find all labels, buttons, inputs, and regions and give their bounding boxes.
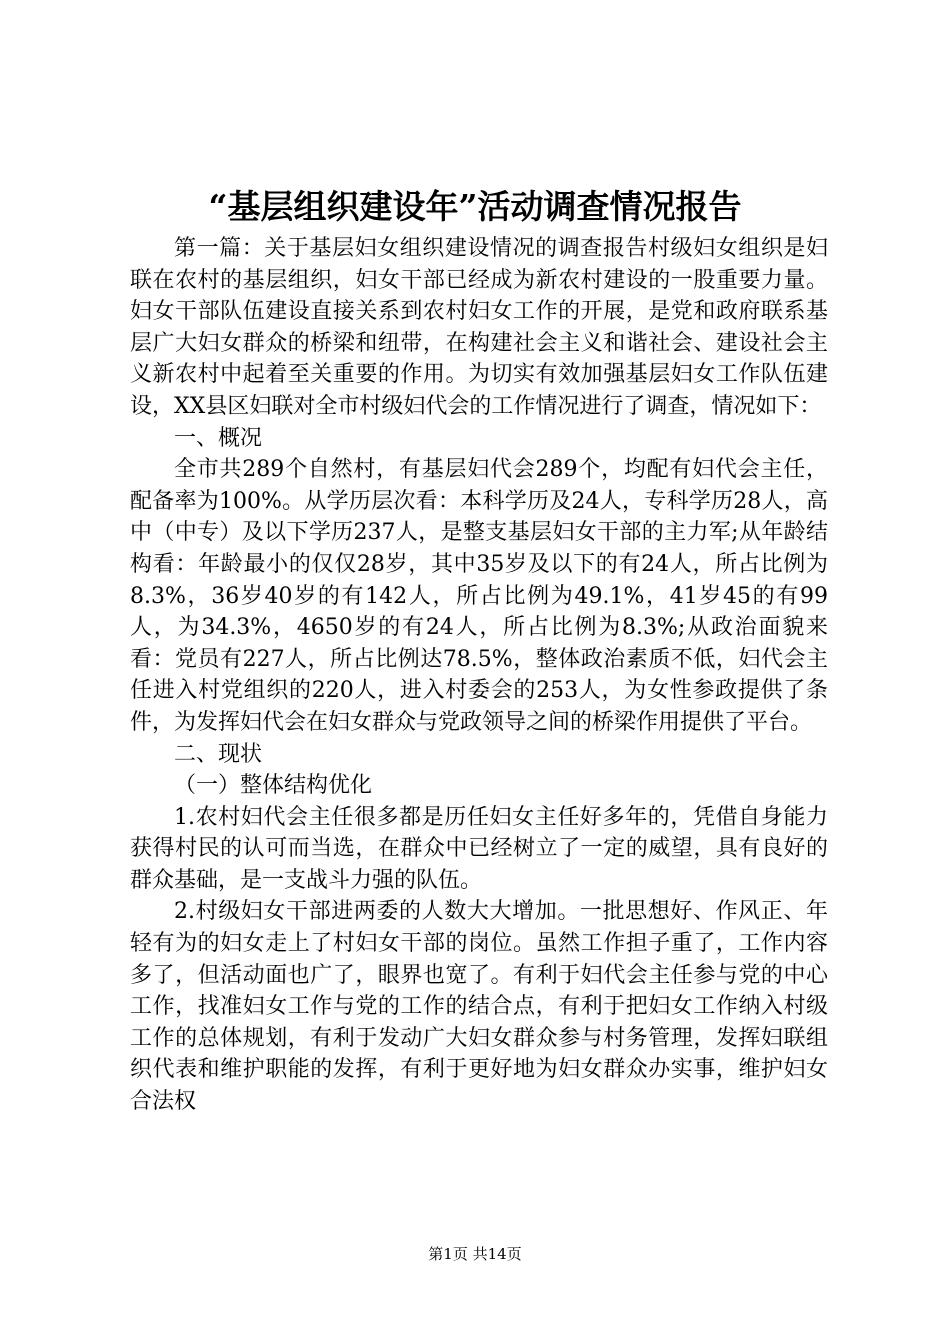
subsection-heading-structure: （一）整体结构优化 xyxy=(174,773,373,799)
document-title: “基层组织建设年”活动调查情况报告 xyxy=(208,187,742,226)
document-body xyxy=(130,233,828,1118)
section-heading-status: 二、现状 xyxy=(174,741,263,767)
paragraph-overview: 全市共289个自然村，有基层妇代会289个，均配有妇代会主任，配备率为100%。从学历层次看：本科学历及24人，专科学历28人，高中（中专）及以下学历237人，是整支基层妇女干部的主力军;从年龄结构看：年龄最小的仅仅28岁，其中35岁及以下的有24人，所占比例为8.3%，36岁40岁的有142人，所占比例为49.1%，41岁45的有99人，为34.3%，4650岁的有24人，所占比例为8.3%;从政治面貌来看：党员有227人，所占比例达78.5%，整体政治素质不低，妇代会主任进入村党组织的220人，进入村委会的253人，为女性参政提供了条件，为发挥妇代会在妇女群众与党政领导之间的桥梁作用提供了平台。 xyxy=(130,457,828,735)
section-heading-overview: 一、概况 xyxy=(174,425,263,451)
paragraph-point-1: 1.农村妇代会主任很多都是历任妇女主任好多年的，凭借自身能力获得村民的认可而当选，在群众中已经树立了一定的威望，具有良好的群众基础，是一支战斗力强的队伍。 xyxy=(130,804,828,893)
page-number-footer: 第1页 共14页 xyxy=(428,1245,522,1263)
paragraph-intro: 第一篇：关于基层妇女组织建设情况的调查报告村级妇女组织是妇联在农村的基层组织，妇女干部已经成为新农村建设的一股重要力量。妇女干部队伍建设直接关系到农村妇女工作的开展，是党和政府联系基层广大妇女群众的桥梁和纽带，在构建社会主义和谐社会、建设社会主义新农村中起着至关重要的作用。为切实有效加强基层妇女工作队伍建设，XX县区妇联对全市村级妇代会的工作情况进行了调查，情况如下： xyxy=(130,236,828,419)
paragraph-point-2: 2.村级妇女干部进两委的人数大大增加。一批思想好、作风正、年轻有为的妇女走上了村妇女干部的岗位。虽然工作担子重了，工作内容多了，但活动面也广了，眼界也宽了。有利于妇代会主任参与党的中心工作，找准妇女工作与党的工作的结合点，有利于把妇女工作纳入村级工作的总体规划，有利于发动广大妇女群众参与村务管理，发挥妇联组织代表和维护职能的发挥，有利于更好地为妇女群众办实事，维护妇女合法权 xyxy=(130,899,828,1115)
